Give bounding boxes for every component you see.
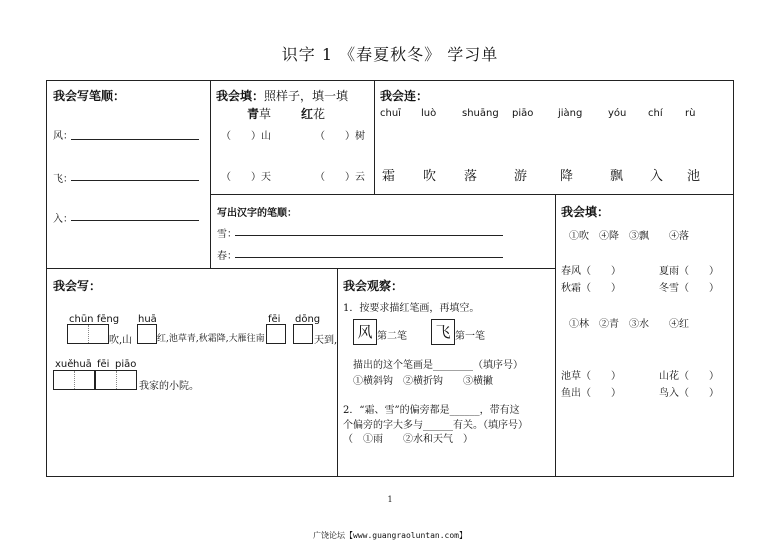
- section-match-heading: 我会连：: [380, 89, 429, 103]
- stroke-label: 第一笔: [455, 331, 485, 342]
- sentence-text: 我家的小院。: [139, 381, 199, 392]
- options-line: （ ①雨 ②水和天气 ）: [343, 434, 473, 445]
- footer-text[interactable]: 广饶论坛【www.guangraoluntan.com】: [313, 531, 467, 540]
- row-label: 雪：: [217, 229, 237, 240]
- trace-char: 风: [357, 323, 373, 341]
- pinyin-item[interactable]: rù: [685, 108, 696, 119]
- divider: [210, 81, 211, 268]
- question-1: 1．按要求描红笔画，再填空。: [343, 303, 480, 314]
- write-line[interactable]: [71, 139, 199, 140]
- example-word: 青: [247, 107, 260, 121]
- divider: [555, 194, 556, 476]
- example-word: 花: [313, 107, 326, 121]
- tianzige-box[interactable]: [95, 370, 137, 390]
- fill-item[interactable]: 鸟入（ ）: [659, 388, 719, 399]
- question-2-cont: 个偏旁的字大多与______有关。（填序号）: [343, 420, 528, 431]
- pinyin: dōng: [295, 314, 321, 325]
- pinyin-item[interactable]: yóu: [608, 108, 627, 119]
- trace-box[interactable]: [431, 319, 455, 345]
- section-fill-heading-2: 我会填：: [561, 205, 610, 219]
- fill-item[interactable]: 山花（ ）: [659, 371, 719, 382]
- pinyin-item[interactable]: chuī: [380, 108, 401, 119]
- fill-item[interactable]: 秋霜（ ）: [561, 283, 621, 294]
- fill-item[interactable]: 鱼出（ ）: [561, 388, 621, 399]
- question-2: 2．“霜、雪”的偏旁都是______，带有这: [343, 405, 520, 416]
- write-line[interactable]: [235, 235, 503, 236]
- row-label: 入：: [53, 214, 73, 225]
- fill-item[interactable]: （ ）树: [315, 131, 365, 142]
- worksheet-frame: [46, 80, 734, 477]
- options-line: ①林 ②青 ③水 ④红: [569, 319, 689, 330]
- char-item[interactable]: 霜: [382, 169, 396, 184]
- tianzige-box[interactable]: [137, 324, 157, 344]
- fill-item[interactable]: （ ）山: [221, 131, 271, 142]
- pinyin-item[interactable]: shuāng: [462, 108, 499, 119]
- row-label: 春：: [217, 251, 237, 262]
- char-item[interactable]: 飘: [610, 169, 624, 184]
- fill-item[interactable]: （ ）天: [221, 172, 271, 183]
- pinyin-item[interactable]: piāo: [512, 108, 534, 119]
- divider: [210, 194, 733, 195]
- pinyin-item[interactable]: luò: [421, 108, 437, 119]
- char-item[interactable]: 游: [514, 169, 528, 184]
- page-title: 识字 1 《春夏秋冬》 学习单: [281, 45, 499, 64]
- pinyin: fēi: [268, 314, 281, 325]
- char-item[interactable]: 池: [687, 169, 701, 184]
- section-fill-heading: [216, 87, 348, 104]
- divider: [374, 81, 375, 194]
- section-label: 我会填：: [216, 89, 265, 103]
- options-line: ①吹 ④降 ③飘 ④落: [569, 231, 689, 242]
- fill-item[interactable]: （ ）云: [315, 172, 365, 183]
- example-1: [247, 105, 271, 122]
- trace-char: 飞: [435, 323, 451, 341]
- write-line[interactable]: [235, 257, 503, 258]
- row-label: 风：: [53, 131, 73, 142]
- sentence-text: 吹,山: [109, 335, 133, 346]
- char-item[interactable]: 降: [560, 169, 574, 184]
- section-observe-heading: 我会观察：: [343, 279, 404, 293]
- char-item[interactable]: 入: [650, 169, 664, 184]
- pinyin-item[interactable]: jiàng: [558, 108, 583, 119]
- fill-item[interactable]: 夏雨（ ）: [659, 266, 719, 277]
- write-line[interactable]: [71, 180, 199, 181]
- fill-sentence: 描出的这个笔画是________（填序号）: [353, 360, 523, 371]
- sentence-text: 天到,: [314, 335, 338, 346]
- pinyin: huā: [138, 314, 157, 325]
- pinyin: chūn fēng: [69, 314, 120, 325]
- pinyin: piāo: [115, 359, 137, 370]
- section-write-heading: 我会写：: [53, 279, 102, 293]
- tianzige-box[interactable]: [53, 370, 95, 390]
- char-item[interactable]: 落: [464, 169, 478, 184]
- section-stroke-order-heading: 我会写笔顺：: [53, 89, 126, 103]
- fill-item[interactable]: 池草（ ）: [561, 371, 621, 382]
- tianzige-box[interactable]: [266, 324, 286, 344]
- pinyin: huā: [73, 359, 92, 370]
- instruction: 照样子，填一填: [264, 89, 349, 103]
- fill-item[interactable]: 冬雪（ ）: [659, 283, 719, 294]
- tianzige-box[interactable]: [67, 324, 109, 344]
- pinyin: xuě: [55, 359, 74, 370]
- char-item[interactable]: 吹: [423, 169, 437, 184]
- tianzige-box[interactable]: [293, 324, 313, 344]
- pinyin-item[interactable]: chí: [648, 108, 663, 119]
- sentence-text: 红,池草青,秋霜降,大雁往南: [157, 334, 265, 344]
- divider: [337, 268, 338, 476]
- pinyin: fēi: [97, 359, 110, 370]
- page-number: 1: [387, 495, 393, 504]
- options-line: ①横斜钩 ②横折钩 ③横撇: [353, 376, 493, 387]
- example-word: 红: [301, 107, 314, 121]
- row-label: 飞：: [53, 174, 73, 185]
- example-word: 草: [259, 107, 272, 121]
- trace-box[interactable]: [353, 319, 377, 345]
- section-writing-heading: 写出汉字的笔顺：: [217, 208, 297, 219]
- divider: [47, 268, 555, 269]
- example-2: [301, 105, 325, 122]
- fill-item[interactable]: 春风（ ）: [561, 266, 621, 277]
- write-line[interactable]: [71, 220, 199, 221]
- stroke-label: 第二笔: [377, 331, 407, 342]
